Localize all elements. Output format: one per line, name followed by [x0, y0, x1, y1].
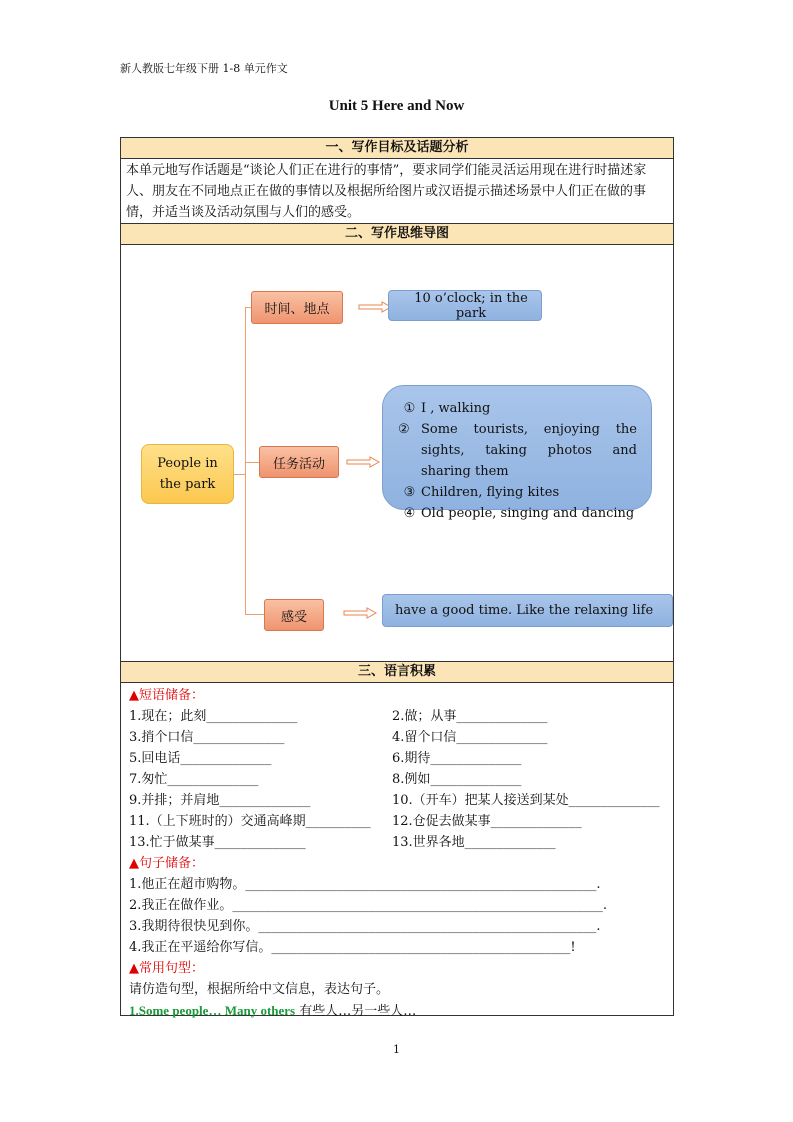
root-node: People in the park: [141, 444, 234, 504]
section-heading-goals: 一、写作目标及话题分析: [121, 138, 673, 159]
section-heading-mindmap: 二、写作思维导图: [121, 224, 673, 245]
phrase-row: [129, 748, 665, 769]
phrase-blank[interactable]: 3.捎个口信______________: [129, 730, 285, 745]
page-title: Unit 5 Here and Now: [328, 98, 465, 114]
sentence-blank[interactable]: 2.我正在做作业。_________________________________________________________.: [129, 898, 608, 913]
phrase-blank[interactable]: 5.回电话______________: [129, 751, 272, 766]
phrase-row: [129, 769, 665, 790]
phrase-blank[interactable]: 9.并排；并肩地______________: [129, 793, 311, 808]
phrase-blank[interactable]: 2.做；从事______________: [392, 709, 548, 724]
node-time-place: 时间、地点: [251, 291, 343, 324]
phrase-blank[interactable]: 12.仓促去做某事______________: [392, 814, 582, 829]
activity-item: ② Some tourists, enjoying the sights, taking photos and sharing them: [398, 422, 637, 479]
arrow-icon: [346, 456, 380, 468]
section-heading-language: 三、语言积累: [121, 662, 673, 683]
detail-feeling: have a good time. Like the relaxing life: [382, 594, 673, 627]
pattern-1: 1.Some people… Many others 有些人…另一些人…: [129, 1003, 417, 1019]
connector: [245, 614, 264, 615]
patterns-heading: ▲常用句型：: [129, 961, 204, 976]
phrase-blank[interactable]: 10.（开车）把某人接送到某处______________: [392, 793, 660, 808]
phrase-blank[interactable]: 1.现在；此刻______________: [129, 709, 298, 724]
sentence-blank[interactable]: 4.我正在平遥给你写信。______________________________________________!: [129, 940, 576, 955]
phrase-row: [129, 832, 665, 853]
phrase-blank[interactable]: 6.期待______________: [392, 751, 522, 766]
detail-activities: [382, 385, 652, 521]
phrase-row: [129, 727, 665, 748]
sentence-blank[interactable]: 3.我期待很快见到你。____________________________________________________.: [129, 919, 601, 934]
connector: [245, 307, 246, 614]
language-content: [121, 683, 673, 1019]
arrow-icon: [358, 301, 392, 313]
patterns-instruction: 请仿造句型，根据所给中文信息，表达句子。: [129, 982, 390, 997]
phrase-blank[interactable]: 7.匆忙______________: [129, 772, 259, 787]
node-feeling: 感受: [264, 599, 324, 631]
detail-time-place: 10 o’clock; in the park: [388, 290, 542, 321]
phrase-blank[interactable]: 8.例如______________: [392, 772, 522, 787]
activity-item: ④ Old people, singing and dancing: [403, 506, 635, 521]
phrase-blank[interactable]: 13.忙于做某事______________: [129, 835, 306, 850]
node-activities: 任务活动: [259, 446, 339, 478]
phrase-row: [129, 811, 665, 832]
arrow-icon: [343, 607, 377, 619]
phrase-row: [129, 790, 665, 811]
activity-item: ① I , walking: [403, 401, 491, 416]
header-note: 新人教版七年级下册 1-8 单元作文: [120, 62, 288, 75]
page-number: 1: [393, 1043, 400, 1056]
phrase-row: [129, 706, 665, 727]
phrases-heading: ▲短语储备：: [129, 688, 204, 703]
sentences-heading: ▲句子储备：: [129, 856, 204, 871]
worksheet-table: [120, 137, 674, 1019]
phrase-blank[interactable]: 13.世界各地______________: [392, 835, 556, 850]
mind-map: [121, 245, 673, 662]
phrase-blank[interactable]: 4.留个口信______________: [392, 730, 548, 745]
activity-item: ③ Children, flying kites: [403, 485, 560, 500]
connector: [245, 462, 259, 463]
phrase-blank[interactable]: 11.（上下班时的）交通高峰期__________: [129, 814, 371, 829]
topic-analysis: 本单元地写作话题是“谈论人们正在进行的事情”，要求同学们能灵活运用现在进行时描述家人、朋友在不同地点正在做的事情以及根据所给图片或汉语提示描述场景中人们正在做的事情，并适当谈及活动氛围与人们的感受。: [121, 159, 673, 224]
sentence-blank[interactable]: 1.他正在超市购物。______________________________________________________.: [129, 877, 601, 892]
